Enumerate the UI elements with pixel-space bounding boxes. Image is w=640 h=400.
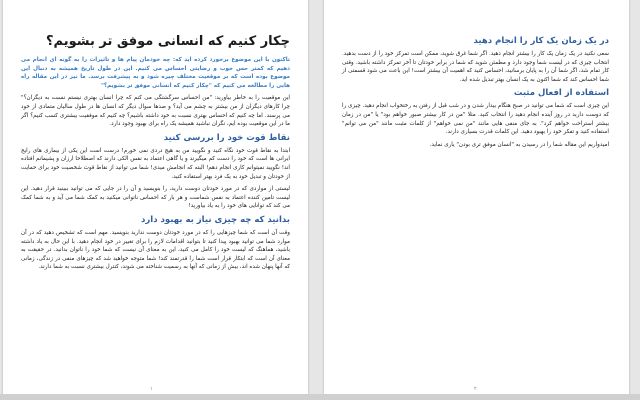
horizontal-scrollbar[interactable]	[0, 394, 640, 400]
body-paragraph: وقت آن است که شما چیزهایی را که در مورد خودتان دوست ندارید بنویسید. مهم است که تشخیص دهید که در آن موارد شما می توانید بهبود پیدا کنید تا بتوانید اقدامات لازم را برای تغییر در خود انجام دهید. با این حال به یاد داشته باشید، هماهنگ که لیست خود را کامل می کنید، این به معنای آن نیست که شما خود را ناتوان بدانید. در حقیقت به معنای آن است که ابتکار قرار است شما را قدرتمند کند! شما متوجه خواهید شد که چیزهای منفی در زندگی، زمانی که آنها پنهان شده اند، بیش از زمانی که آنها به رسمیت شناخته می شوند، کنترل بیشتری نسبت به شما دارند.	[21, 229, 290, 271]
intro-paragraph: تاکنون با این موضوع برخورد کرده اید که: چه خودمان پیام ها و تاثیرات را به گونه ای انجام می دهیم که کمتر حس خوب و رضایتی احساس می کنیم. این در طول تاریخ همیشه به دنبال این موضوع بوده است که بر موقعیت مختلف چیره شود و به پیشرفت برسد. ما نیز در این مقاله راه هایی را مطالعه می کنیم که "چکار کنیم که انسانی موفق تر بشویم؟"	[21, 57, 290, 89]
heading-one-thing: در یک زمان یک کار را انجام دهید	[473, 36, 609, 46]
page-number: ۱	[150, 386, 153, 392]
body-paragraph: این چیزی است که شما می توانید در صبح هنگام بیدار شدن و در شب قبل از رفتن به رختخواب انجام دهید. چیزی را که دوست دارید در روز آینده انجام دهید را انتخاب کنید. مثلا "من در کار بیشتر صبور خواهم بود" یا "من در زمان بیشتر استراحت خواهم کرد". به جای منفی هایی مانند "من نمی خواهم" از کلمات مثبت مانند "من می توانم" استفاده کنید و تفکر خود را بهبود دهید. این کلمات قدرت بسیاری دارند.	[342, 103, 609, 136]
page-number: ۲	[474, 386, 477, 392]
document-page-1	[3, 0, 308, 400]
page-title: چکار کنیم که انسانی موفق تر بشویم؟	[45, 34, 290, 49]
body-paragraph: ابتدا به نقاط قوت خود نگاه کنید و نگویید من به هیچ دردی نمی خورم! درست است این یکی از بیماری های رایج ایرانی ها است که خود را دست کم میگیرند و یا گاهی اعتماد به نفس الکی دارند که اصطلاحا ارزان و پشیمانم افتاده اند! نگویید نمیتوانم کاری انجام دهم! البته که انجامش میدی! شما می توانید از نقاط قوت شخصیت خود برای حمایت از خودتان و تبدیل خود به یک فرد بهتر استفاده کنید.	[21, 147, 290, 180]
heading-improve: بدانید که چه چیزی نیاز به بهبود دارد	[141, 214, 290, 225]
body-paragraph: امیدواریم این مقاله شما را در رسیدن به "انسان موفق تری بودن" یاری نماید.	[429, 141, 609, 148]
body-paragraph: لیستی از مواردی که در مورد خودتان دوست دارید، را بنویسید و آن را در جایی که می توانید ببینید قرار دهید. این لیست تامین کننده اعتماد به نفس شماست و هر بار که احساس ناتوانی میکنید به کمک شما می آید و به شما کمک می کند که توانایی های خود را به یاد بیاورید!	[21, 186, 290, 210]
heading-positive-verbs: استفاده از افعال مثبت	[513, 88, 609, 99]
body-paragraph: این موقعیت را به خاطر بیاورید: "من احساس سرگشتگی می کنم که چرا انسان بهتری نیستم نسبت به دیگران؟" چرا کارهای دیگران از من بیشتر به چشم می آید؟ و صدها سوال دیگر که انسان ها در طول سالیان متمادی از خود می پرسند. اما چه کنیم که احساس بهتری نسبت به خود داشته باشیم؟ چه کنیم که موفقیت بیشتری کسب کنیم؟ اگر ما در این موقعیت بوده ایم، نگران نباشید همیشه یک راه برای بهبود وجود دارد.	[21, 95, 290, 128]
body-paragraph: سعی نکنید در یک زمان یک کار را بیشتر انجام دهید. اگر شما غرق شوید، ممکن است تمرکز خود را از دست بدهید. انتخاب چیزی که در لیست شما وجود دارد و مطمئن شوید که شما در برابر خودتان تا آخر تمرکز داشته باشید. وقتی کار تمام شد، اگر شما آن را به پایان برسانید، احساس کنید که اهمیت آن بیشتر است! این باعث می شود قسمتی از شما احساس کند که شما اکنون به یک انسان بهتر تبدیل شده اید.	[342, 51, 609, 83]
heading-strengths: نقاط قوت خود را بررسی کنید	[163, 132, 290, 143]
document-page-2	[324, 0, 629, 400]
